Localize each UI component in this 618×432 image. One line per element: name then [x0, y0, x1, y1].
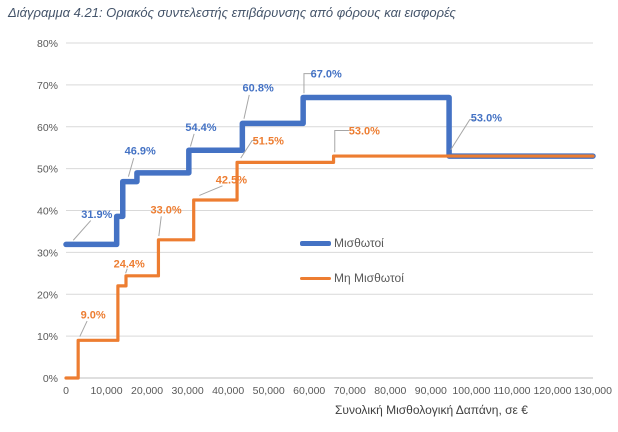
x-tick-label: 70,000 — [333, 385, 366, 397]
y-tick-label: 40% — [36, 205, 58, 218]
data-label-misthotoi: 54.4% — [185, 121, 217, 134]
x-tick-label: 60,000 — [293, 385, 326, 397]
data-label-mi-misthotoi: 33.0% — [150, 204, 182, 217]
legend-swatch-orange — [300, 277, 331, 280]
y-tick-label: 80% — [36, 38, 58, 50]
y-tick-label: 70% — [36, 79, 58, 92]
y-tick-label: 50% — [36, 163, 58, 176]
data-label-mi-misthotoi: 42.5% — [215, 174, 247, 187]
x-tick-label: 30,000 — [171, 385, 204, 397]
data-label-mi-misthotoi: 53.0% — [348, 125, 380, 138]
data-label-leader — [335, 131, 349, 153]
legend-item-mi-misthotoi — [300, 269, 404, 287]
data-label-leader — [80, 321, 87, 336]
chart-legend — [300, 234, 404, 304]
y-tick-label: 0% — [42, 373, 58, 385]
legend-label-misthotoi: Μισθωτοί — [334, 236, 384, 250]
x-tick-label: 100,000 — [452, 385, 491, 397]
data-label-leader — [73, 221, 90, 241]
series-line-misthotoi — [66, 97, 593, 244]
y-tick-label: 20% — [36, 289, 58, 302]
data-label-mi-misthotoi: 51.5% — [252, 135, 284, 148]
data-label-leader — [244, 95, 249, 119]
data-label-leader — [159, 216, 161, 236]
data-label-leader — [190, 134, 194, 147]
y-tick-label: 10% — [36, 331, 58, 344]
x-tick-label: 20,000 — [131, 385, 164, 397]
legend-item-misthotoi — [300, 234, 404, 252]
x-tick-label: 50,000 — [252, 385, 285, 397]
legend-swatch-blue — [300, 241, 331, 246]
x-tick-label: 40,000 — [212, 385, 245, 397]
x-tick-label: 80,000 — [374, 385, 407, 397]
data-label-misthotoi: 53.0% — [470, 112, 502, 125]
x-tick-label: 90,000 — [414, 385, 447, 397]
data-label-misthotoi: 60.8% — [242, 82, 274, 95]
data-label-misthotoi: 67.0% — [310, 68, 342, 81]
data-label-mi-misthotoi: 24.4% — [113, 258, 145, 271]
data-label-misthotoi: 46.9% — [124, 145, 156, 158]
data-label-leader — [128, 158, 133, 176]
y-tick-label: 60% — [36, 121, 58, 134]
data-label-misthotoi: 31.9% — [81, 208, 113, 221]
y-tick-label: 30% — [36, 247, 58, 260]
chart-title: Διάγραμμα 4.21: Οριακός συντελεστής επιβάρυνσης από φόρους και εισφορές — [8, 5, 456, 20]
data-label-mi-misthotoi: 9.0% — [80, 309, 106, 322]
x-axis-title: Συνολική Μισθολογική Δαπάνη, σε € — [335, 403, 528, 417]
legend-label-mi-misthotoi: Μη Μισθωτοί — [334, 271, 404, 285]
x-tick-label: 110,000 — [493, 385, 531, 397]
x-tick-label: 0 — [63, 385, 69, 397]
x-tick-label: 130,000 — [574, 385, 612, 397]
x-tick-label: 120,000 — [533, 385, 572, 397]
x-tick-label: 10,000 — [90, 385, 123, 397]
data-label-leader — [199, 186, 222, 196]
